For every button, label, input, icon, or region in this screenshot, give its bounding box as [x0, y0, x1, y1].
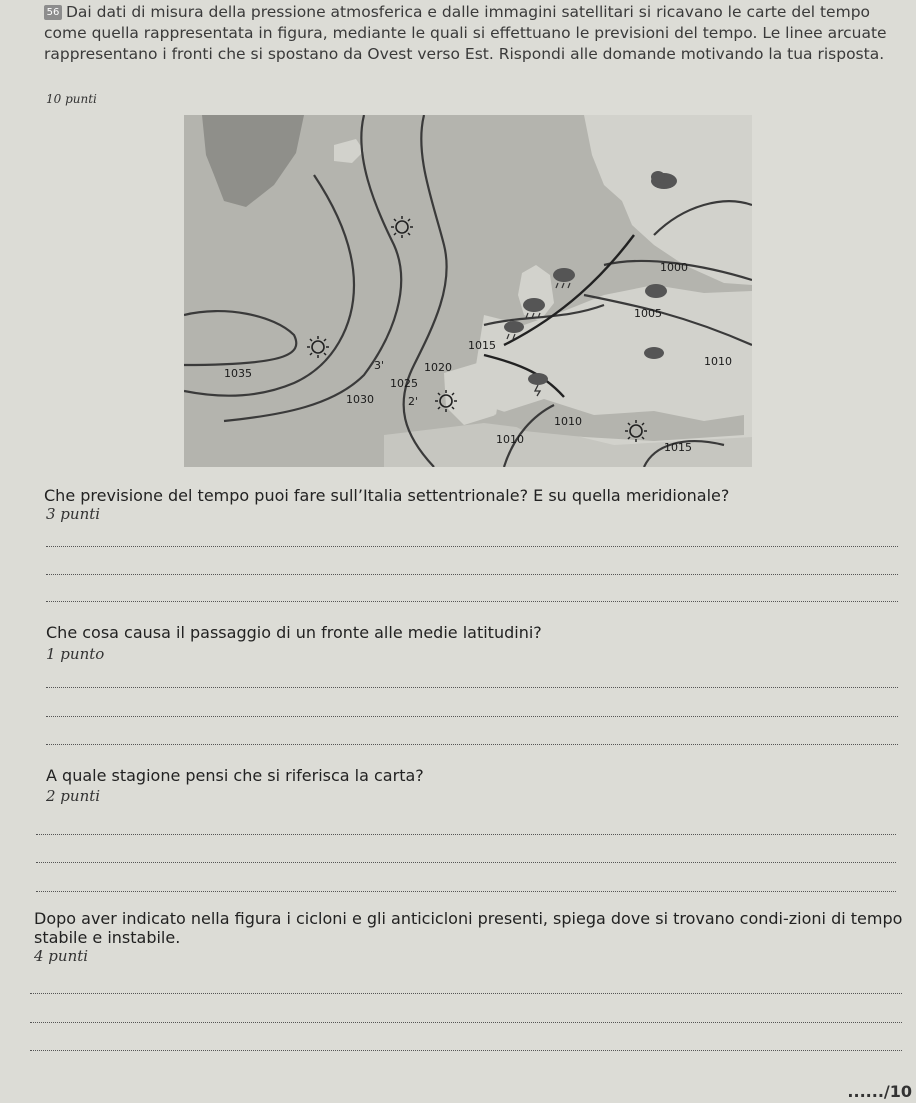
- isobar-label: 1020: [424, 361, 452, 374]
- scandinavia-land: [584, 115, 752, 285]
- question-3-points: 2 punti: [46, 787, 101, 805]
- sun-icon: [307, 336, 329, 358]
- answer-line[interactable]: [46, 574, 898, 575]
- isobar-1020: [404, 115, 447, 467]
- isobar-label: 1000: [660, 261, 688, 274]
- answer-line[interactable]: [46, 716, 898, 717]
- isobar-label: 1015: [664, 441, 692, 454]
- cloud-icon: [644, 347, 664, 359]
- question-3-text: A quale stagione pensi che si riferisca la carta?: [46, 766, 424, 785]
- isobar-1030: [184, 175, 354, 396]
- intro-text: Dai dati di misura della pressione atmosferica e dalle immagini satellitari si ricavano le carte del tempo come quella rappresentata in figura, mediante le quali si effettuano le previsioni del tempo. Le linee arcuate rappresentano i fronti che si spostano da Ovest verso Est. Rispondi alle domande motivando la tua risposta.: [44, 3, 887, 63]
- cloud-icon: [645, 284, 667, 298]
- answer-line[interactable]: [30, 1050, 902, 1051]
- answer-line[interactable]: [30, 993, 902, 994]
- question-2-points: 1 punto: [46, 645, 105, 663]
- question-2-text: Che cosa causa il passaggio di un fronte alle medie latitudini?: [46, 623, 542, 642]
- answer-line[interactable]: [36, 891, 896, 892]
- answer-line[interactable]: [36, 862, 896, 863]
- sun-icon: [391, 216, 413, 238]
- british-isles-land: [518, 265, 554, 321]
- isobar-1035: [184, 311, 296, 365]
- isobar-label: 1035: [224, 367, 252, 380]
- isobar-label: 1025: [390, 377, 418, 390]
- answer-line[interactable]: [46, 601, 898, 602]
- isobar-label: 1010: [704, 355, 732, 368]
- answer-line[interactable]: [46, 687, 898, 688]
- isobar-label: 1030: [346, 393, 374, 406]
- front-label: 3': [374, 359, 385, 372]
- answer-line[interactable]: [46, 546, 898, 547]
- front-label: 2': [408, 395, 419, 408]
- isobar-label: 1010: [554, 415, 582, 428]
- iberia-land: [444, 361, 502, 425]
- total-score: ....../10: [847, 1082, 912, 1101]
- greenland-land: [202, 115, 304, 207]
- exercise-number-badge: 56: [44, 5, 62, 20]
- rain-cloud-icon: [553, 268, 575, 288]
- question-4-text: Dopo aver indicato nella figura i cicloni e gli anticicloni presenti, spiega dove si trovano condi-zioni di tempo stabile e instabile.: [34, 909, 903, 947]
- question-4-points: 4 punti: [34, 947, 89, 965]
- isobar-label: 1015: [468, 339, 496, 352]
- question-1-points: 3 punti: [46, 505, 101, 523]
- question-1-text: Che previsione del tempo puoi fare sull’Italia settentrionale? E su quella meridionale?: [44, 486, 730, 505]
- isobar-label: 1010: [496, 433, 524, 446]
- isobar-label: 1005: [634, 307, 662, 320]
- answer-line[interactable]: [36, 834, 896, 835]
- exercise-points: 10 punti: [46, 92, 97, 106]
- answer-line[interactable]: [30, 1022, 902, 1023]
- weather-map: [184, 115, 752, 467]
- answer-line[interactable]: [46, 744, 898, 745]
- exercise-intro: [44, 2, 914, 65]
- iceland-land: [334, 139, 364, 163]
